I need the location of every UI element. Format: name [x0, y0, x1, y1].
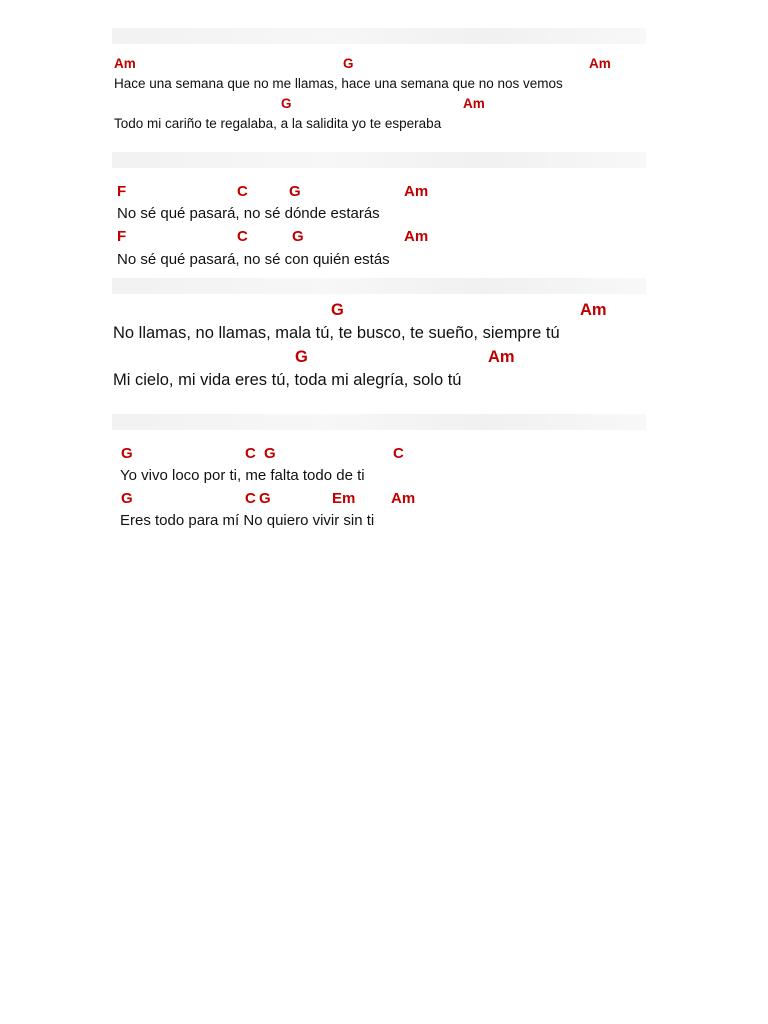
chord: G: [331, 301, 344, 319]
chord: Am: [391, 490, 416, 507]
chord: Am: [404, 183, 429, 200]
chord: C: [237, 183, 248, 200]
chord: G: [295, 348, 308, 366]
scan-band: [112, 278, 646, 294]
chord: Am: [404, 228, 429, 245]
lyric-line: No sé qué pasará, no sé dónde estarás: [117, 205, 380, 222]
scan-band: [112, 28, 646, 44]
chord: G: [281, 96, 292, 111]
scan-band: [112, 414, 646, 430]
chord: F: [117, 183, 127, 200]
chord: Am: [463, 96, 485, 111]
chord: G: [259, 490, 271, 507]
chord: C: [237, 228, 248, 245]
chord: Em: [332, 490, 356, 507]
chord: G: [289, 183, 301, 200]
chord: G: [264, 445, 276, 462]
chord: F: [117, 228, 127, 245]
lyric-line: Mi cielo, mi vida eres tú, toda mi alegría, solo tú: [113, 371, 462, 389]
chord: C: [393, 445, 404, 462]
lyric-line: No sé qué pasará, no sé con quién estás: [117, 251, 390, 268]
chord: Am: [589, 56, 611, 71]
lyric-line: Eres todo para mí No quiero vivir sin ti: [120, 512, 375, 529]
chord: G: [121, 445, 133, 462]
chord: Am: [488, 348, 515, 366]
chord: C: [245, 445, 256, 462]
chord: C: [245, 490, 256, 507]
chord: G: [121, 490, 133, 507]
lyric-line: No llamas, no llamas, mala tú, te busco, te sueño, siempre tú: [113, 324, 560, 342]
scan-band: [112, 152, 646, 168]
chord: Am: [114, 56, 136, 71]
chord: Am: [580, 301, 607, 319]
chord: G: [343, 56, 354, 71]
chord: G: [292, 228, 304, 245]
lyric-line: Hace una semana que no me llamas, hace una semana que no nos vemos: [114, 76, 563, 91]
lyric-line: Yo vivo loco por ti, me falta todo de ti: [120, 467, 365, 484]
lyric-line: Todo mi cariño te regalaba, a la salidita yo te esperaba: [114, 116, 442, 131]
